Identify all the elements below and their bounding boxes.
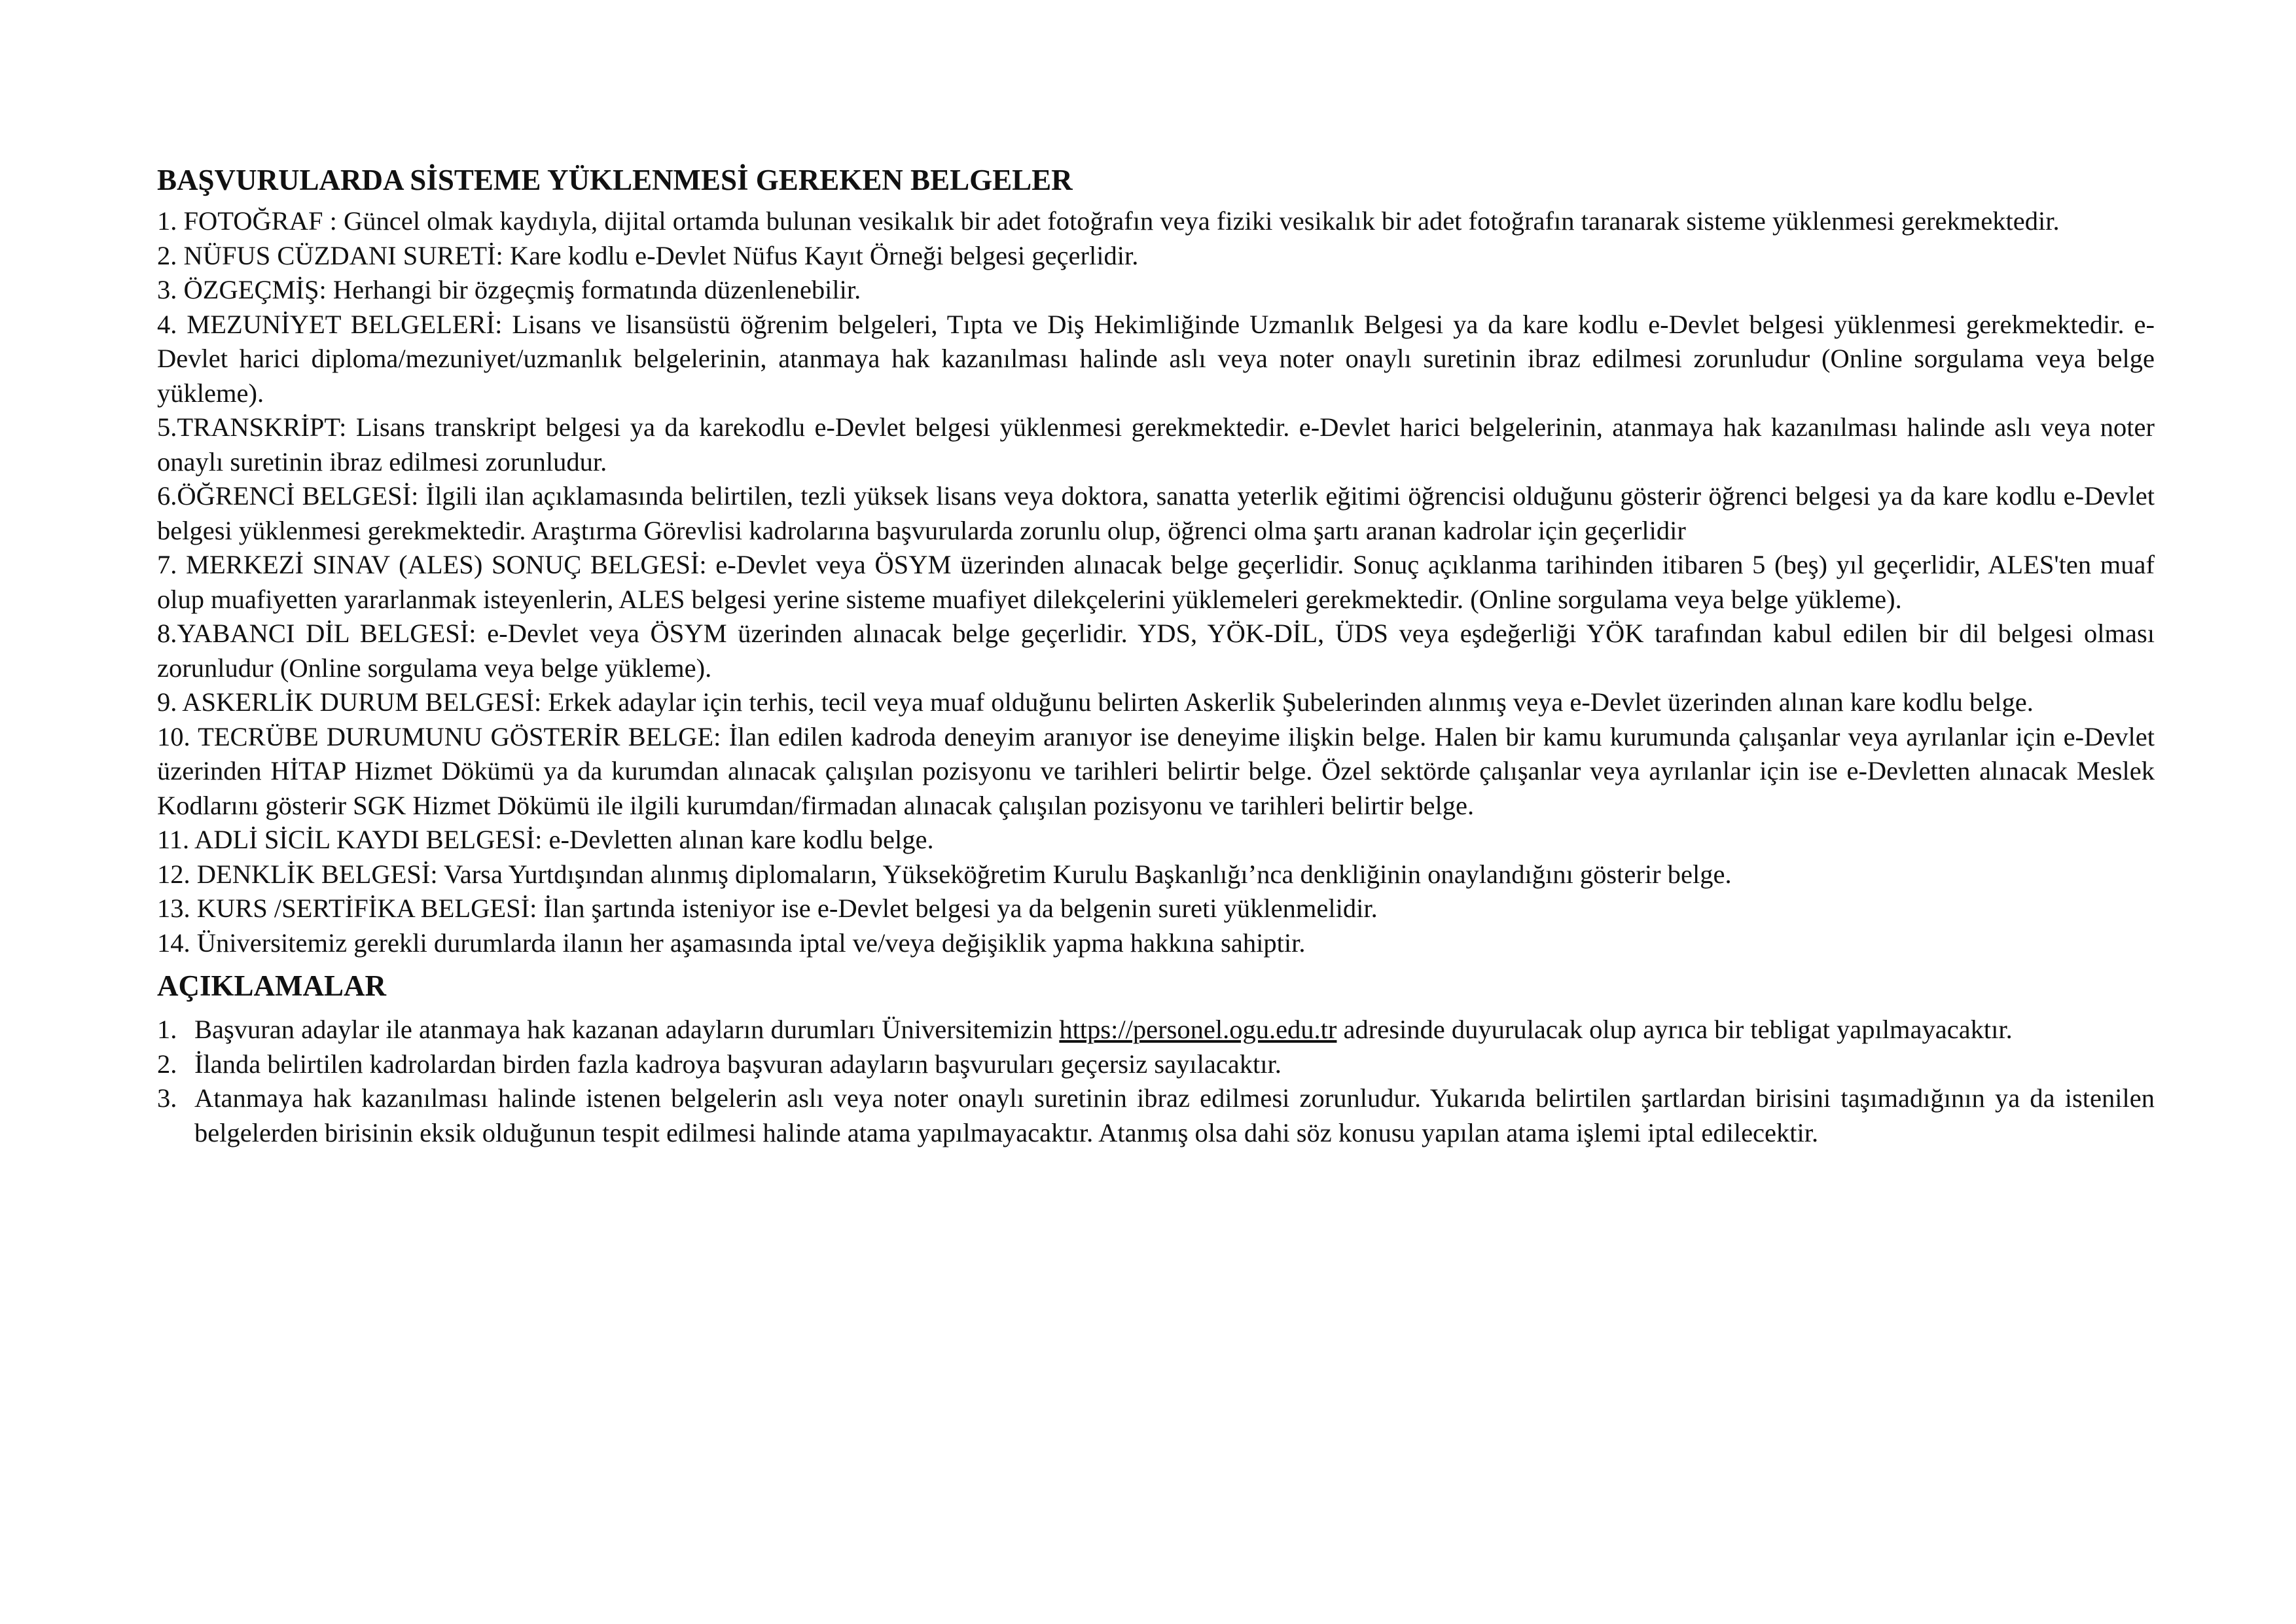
document-item-diplomas: 4. MEZUNİYET BELGELERİ: Lisans ve lisansüstü öğrenim belgeleri, Tıpta ve Diş Hekimliğinde Uzmanlık Belgesi ya da kare kodlu e-Devlet belgesi yüklenmesi gerekmektedir. e-Devlet harici diploma/mezuniyet/uzmanlık belgelerinin, atanmaya hak kazanılması halinde aslı veya noter onaylı suretinin ibraz edilmesi zorunludur (Online sorgulama veya belge yükleme).	[157, 309, 2155, 408]
note-text: Atanmaya hak kazanılması halinde istenen belgelerin aslı veya noter onaylı suretinin ibraz edilmesi zorunludur. Yukarıda belirtilen şartlardan birisini taşımadığının ya da istenilen belgelerden birisinin eksik olduğunun tespit edilmesi halinde atama yapılmayacaktır. Atanmış olsa dahi söz konusu yapılan atama işlemi iptal edilecektir.	[194, 1083, 2155, 1147]
note-item-announcements	[157, 1013, 2155, 1047]
note-text: İlanda belirtilen kadrolardan birden fazla kadroya başvuran adayların başvuruları geçersiz sayılacaktır.	[194, 1049, 1282, 1079]
document-item-experience: 10. TECRÜBE DURUMUNU GÖSTERİR BELGE: İlan edilen kadroda deneyim aranıyor ise deneyime ilişkin belge. Halen bir kamu kurumunda çalışanlar veya ayrılanlar için e-Devlet üzerinden HİTAP Hizmet Dökümü ya da kurumdan alınacak çalışılan pozisyonu ve tarihleri belirtir belge. Özel sektörde çalışanlar veya ayrılanlar için ise e-Devletten alınacak Meslek Kodlarını gösterir SGK Hizmet Dökümü ile ilgili kurumdan/firmadan alınacak çalışılan pozisyonu ve tarihleri belirtir belge.	[157, 721, 2155, 820]
document-page	[157, 162, 2155, 1150]
document-item-id-copy: 2. NÜFUS CÜZDANI SURETİ: Kare kodlu e-Devlet Nüfus Kayıt Örneği belgesi geçerlidir.	[157, 240, 1139, 270]
document-item-cv: 3. ÖZGEÇMİŞ: Herhangi bir özgeçmiş formatında düzenlenebilir.	[157, 275, 861, 304]
document-item-photo: 1. FOTOĞRAF : Güncel olmak kaydıyla, dijital ortamda bulunan vesikalık bir adet fotoğrafın veya fiziki vesikalık bir adet fotoğrafın taranarak sisteme yüklenmesi gerekmektedir.	[157, 206, 2060, 236]
document-item-equivalence: 12. DENKLİK BELGESİ: Varsa Yurtdışından alınmış diplomaların, Yükseköğretim Kurulu Başkanlığı’nca denkliğinin onaylandığını gösterir belge.	[157, 859, 1732, 889]
note-item-original-documents	[157, 1081, 2155, 1150]
note-number: 2.	[157, 1049, 177, 1079]
note-number: 3.	[157, 1083, 177, 1113]
notes-list	[157, 1013, 2155, 1150]
note-number: 1.	[157, 1015, 177, 1044]
documents-heading: BAŞVURULARDA SİSTEME YÜKLENMESİ GEREKEN BELGELER	[157, 164, 1073, 196]
documents-list	[157, 204, 2155, 960]
note-text: Başvuran adaylar ile atanmaya hak kazanan adayların durumları Üniversitemizin	[194, 1015, 1060, 1044]
document-item-ales: 7. MERKEZİ SINAV (ALES) SONUÇ BELGESİ: e-Devlet veya ÖSYM üzerinden alınacak belge geçerlidir. Sonuç açıklanma tarihinden itibaren 5 (beş) yıl geçerlidir, ALES'ten muaf olup muafiyetten yararlanmak isteyenlerin, ALES belgesi yerine sisteme muafiyet dilekçelerini yüklemeleri gerekmektedir. (Online sorgulama veya belge yükleme).	[157, 550, 2155, 614]
document-item-university-rights: 14. Üniversitemiz gerekli durumlarda ilanın her aşamasında iptal ve/veya değişiklik yapma hakkına sahiptir.	[157, 928, 1306, 958]
document-item-criminal-record: 11. ADLİ SİCİL KAYDI BELGESİ: e-Devletten alınan kare kodlu belge.	[157, 825, 934, 854]
document-item-course-certificate: 13. KURS /SERTİFİKA BELGESİ: İlan şartında isteniyor ise e-Devlet belgesi ya da belgenin sureti yüklenmelidir.	[157, 893, 1378, 923]
notes-heading: AÇIKLAMALAR	[157, 969, 387, 1002]
note-item-multiple-applications	[157, 1047, 2155, 1082]
document-item-language: 8.YABANCI DİL BELGESİ: e-Devlet veya ÖSYM üzerinden alınacak belge geçerlidir. YDS, YÖK-DİL, ÜDS veya eşdeğerliği YÖK tarafından kabul edilen bir dil belgesi olması zorunludur (Online sorgulama veya belge yükleme).	[157, 619, 2155, 683]
document-item-military: 9. ASKERLİK DURUM BELGESİ: Erkek adaylar için terhis, tecil veya muaf olduğunu belirten Askerlik Şubelerinden alınmış veya e-Devlet üzerinden alınan kare kodlu belge.	[157, 687, 2034, 717]
note-text: adresinde duyurulacak olup ayrıca bir tebligat yapılmayacaktır.	[1336, 1015, 2013, 1044]
personnel-website-link[interactable]: https://personel.ogu.edu.tr	[1059, 1015, 1337, 1044]
document-item-student-certificate: 6.ÖĞRENCİ BELGESİ: İlgili ilan açıklamasında belirtilen, tezli yüksek lisans veya doktora, sanatta yeterlik eğitimi öğrencisi olduğunu gösterir öğrenci belgesi ya da kare kodlu e-Devlet belgesi yüklenmesi gerekmektedir. Araştırma Görevlisi kadrolarına başvurularda zorunlu olup, öğrenci olma şartı aranan kadrolar için geçerlidir	[157, 481, 2155, 545]
document-item-transcript: 5.TRANSKRİPT: Lisans transkript belgesi ya da karekodlu e-Devlet belgesi yüklenmesi gerekmektedir. e-Devlet harici belgelerinin, atanmaya hak kazanılması halinde aslı veya noter onaylı suretinin ibraz edilmesi zorunludur.	[157, 412, 2155, 477]
